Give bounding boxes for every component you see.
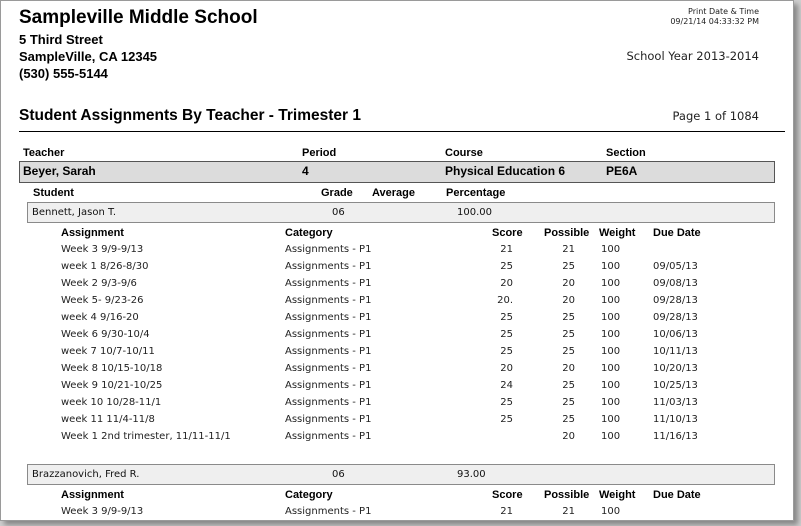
period-col-header: Period bbox=[302, 147, 337, 159]
assignment-name: Week 5- 9/23-26 bbox=[61, 295, 144, 306]
assignment-category: Assignments - P1 bbox=[285, 363, 372, 374]
assignment-weight: 100 bbox=[601, 329, 621, 340]
assignment-score: 20 bbox=[500, 363, 513, 374]
school-address-line1: 5 Third Street bbox=[19, 32, 103, 47]
assignment-due-date: 09/28/13 bbox=[653, 312, 698, 323]
teacher-col-header: Teacher bbox=[23, 147, 65, 159]
student-col-header: Student bbox=[33, 187, 74, 199]
assignment-score: 21 bbox=[500, 244, 513, 255]
assignment-due-date: 09/05/13 bbox=[653, 261, 698, 272]
teacher-period: 4 bbox=[302, 164, 309, 178]
assignment-category: Assignments - P1 bbox=[285, 431, 372, 442]
assignment-score: 25 bbox=[500, 261, 513, 272]
assignment-weight: 100 bbox=[601, 414, 621, 425]
assignment-score: 20 bbox=[500, 278, 513, 289]
weight-col-header: Weight bbox=[599, 489, 636, 501]
assignment-possible: 20 bbox=[562, 278, 575, 289]
assignment-col-header: Assignment bbox=[61, 227, 124, 239]
assignment-category: Assignments - P1 bbox=[285, 278, 372, 289]
assignment-possible: 25 bbox=[562, 329, 575, 340]
assignment-weight: 100 bbox=[601, 261, 621, 272]
assignment-score: 21 bbox=[500, 506, 513, 517]
assignment-name: Week 1 2nd trimester, 11/11-11/1 bbox=[61, 431, 231, 442]
assignment-weight: 100 bbox=[601, 346, 621, 357]
student-grade: 06 bbox=[332, 207, 345, 218]
assignment-category: Assignments - P1 bbox=[285, 414, 372, 425]
assignment-name: Week 3 9/9-9/13 bbox=[61, 244, 144, 255]
assignment-possible: 20 bbox=[562, 295, 575, 306]
assignment-possible: 25 bbox=[562, 312, 575, 323]
assignment-due-date: 10/06/13 bbox=[653, 329, 698, 340]
assignment-category: Assignments - P1 bbox=[285, 312, 372, 323]
assignment-category: Assignments - P1 bbox=[285, 329, 372, 340]
print-date-label: Print Date & Time bbox=[688, 7, 759, 16]
assignment-due-date: 10/11/13 bbox=[653, 346, 698, 357]
assignment-category: Assignments - P1 bbox=[285, 346, 372, 357]
due-date-col-header: Due Date bbox=[653, 489, 701, 501]
assignment-possible: 20 bbox=[562, 431, 575, 442]
assignment-weight: 100 bbox=[601, 506, 621, 517]
weight-col-header: Weight bbox=[599, 227, 636, 239]
assignment-name: week 4 9/16-20 bbox=[61, 312, 139, 323]
assignment-due-date: 10/25/13 bbox=[653, 380, 698, 391]
assignment-due-date: 09/08/13 bbox=[653, 278, 698, 289]
assignment-possible: 21 bbox=[562, 506, 575, 517]
assignment-score: 25 bbox=[500, 329, 513, 340]
assignment-possible: 25 bbox=[562, 261, 575, 272]
assignment-possible: 25 bbox=[562, 414, 575, 425]
assignment-possible: 25 bbox=[562, 380, 575, 391]
possible-col-header: Possible bbox=[544, 489, 590, 501]
print-date-value: 09/21/14 04:33:32 PM bbox=[670, 17, 759, 26]
page-number: Page 1 of 1084 bbox=[672, 109, 759, 123]
assignment-due-date: 11/10/13 bbox=[653, 414, 698, 425]
title-divider bbox=[19, 131, 785, 132]
assignment-name: week 1 8/26-8/30 bbox=[61, 261, 149, 272]
assignment-score: 25 bbox=[500, 414, 513, 425]
possible-col-header: Possible bbox=[544, 227, 590, 239]
assignment-category: Assignments - P1 bbox=[285, 506, 372, 517]
assignment-score: 25 bbox=[500, 397, 513, 408]
school-phone: (530) 555-5144 bbox=[19, 66, 108, 81]
assignment-possible: 20 bbox=[562, 363, 575, 374]
school-name: Sampleville Middle School bbox=[19, 7, 258, 28]
average-col-header: Average bbox=[372, 187, 416, 199]
assignment-weight: 100 bbox=[601, 244, 621, 255]
assignment-possible: 25 bbox=[562, 397, 575, 408]
school-address-line2: SampleVille, CA 12345 bbox=[19, 49, 158, 64]
assignment-category: Assignments - P1 bbox=[285, 261, 372, 272]
score-col-header: Score bbox=[492, 489, 523, 501]
teacher-section: PE6A bbox=[606, 164, 638, 178]
section-col-header: Section bbox=[606, 147, 646, 159]
assignment-name: week 10 10/28-11/1 bbox=[61, 397, 162, 408]
assignment-category: Assignments - P1 bbox=[285, 295, 372, 306]
student-row bbox=[27, 202, 775, 223]
category-col-header: Category bbox=[285, 227, 333, 239]
assignment-weight: 100 bbox=[601, 431, 621, 442]
assignment-name: Week 3 9/9-9/13 bbox=[61, 506, 144, 517]
grade-col-header: Grade bbox=[321, 187, 353, 199]
due-date-col-header: Due Date bbox=[653, 227, 701, 239]
category-col-header: Category bbox=[285, 489, 333, 501]
assignment-score: 20. bbox=[497, 295, 513, 306]
assignment-possible: 25 bbox=[562, 346, 575, 357]
student-grade: 06 bbox=[332, 469, 345, 480]
assignment-due-date: 09/28/13 bbox=[653, 295, 698, 306]
assignment-name: Week 9 10/21-10/25 bbox=[61, 380, 163, 391]
assignment-category: Assignments - P1 bbox=[285, 244, 372, 255]
assignment-weight: 100 bbox=[601, 312, 621, 323]
student-name: Brazzanovich, Fred R. bbox=[32, 469, 140, 480]
assignment-weight: 100 bbox=[601, 295, 621, 306]
assignment-category: Assignments - P1 bbox=[285, 380, 372, 391]
assignment-name: Week 2 9/3-9/6 bbox=[61, 278, 137, 289]
assignment-name: Week 6 9/30-10/4 bbox=[61, 329, 150, 340]
course-col-header: Course bbox=[445, 147, 483, 159]
assignment-name: week 7 10/7-10/11 bbox=[61, 346, 155, 357]
assignment-col-header: Assignment bbox=[61, 489, 124, 501]
percentage-col-header: Percentage bbox=[446, 187, 506, 199]
student-percentage: 93.00 bbox=[457, 469, 486, 480]
assignment-score: 24 bbox=[500, 380, 513, 391]
teacher-course: Physical Education 6 bbox=[445, 164, 566, 178]
assignment-weight: 100 bbox=[601, 363, 621, 374]
assignment-due-date: 10/20/13 bbox=[653, 363, 698, 374]
report-title: Student Assignments By Teacher - Trimester 1 bbox=[19, 107, 361, 124]
assignment-due-date: 11/03/13 bbox=[653, 397, 698, 408]
teacher-bar bbox=[19, 161, 775, 183]
assignment-weight: 100 bbox=[601, 380, 621, 391]
score-col-header: Score bbox=[492, 227, 523, 239]
assignment-category: Assignments - P1 bbox=[285, 397, 372, 408]
assignment-due-date: 11/16/13 bbox=[653, 431, 698, 442]
assignment-name: week 11 11/4-11/8 bbox=[61, 414, 155, 425]
assignment-possible: 21 bbox=[562, 244, 575, 255]
teacher-name: Beyer, Sarah bbox=[23, 164, 96, 178]
assignment-weight: 100 bbox=[601, 278, 621, 289]
assignment-score: 25 bbox=[500, 312, 513, 323]
assignment-weight: 100 bbox=[601, 397, 621, 408]
assignment-name: Week 8 10/15-10/18 bbox=[61, 363, 163, 374]
school-year: School Year 2013-2014 bbox=[626, 49, 759, 63]
student-percentage: 100.00 bbox=[457, 207, 492, 218]
student-name: Bennett, Jason T. bbox=[32, 207, 117, 218]
assignment-score: 25 bbox=[500, 346, 513, 357]
